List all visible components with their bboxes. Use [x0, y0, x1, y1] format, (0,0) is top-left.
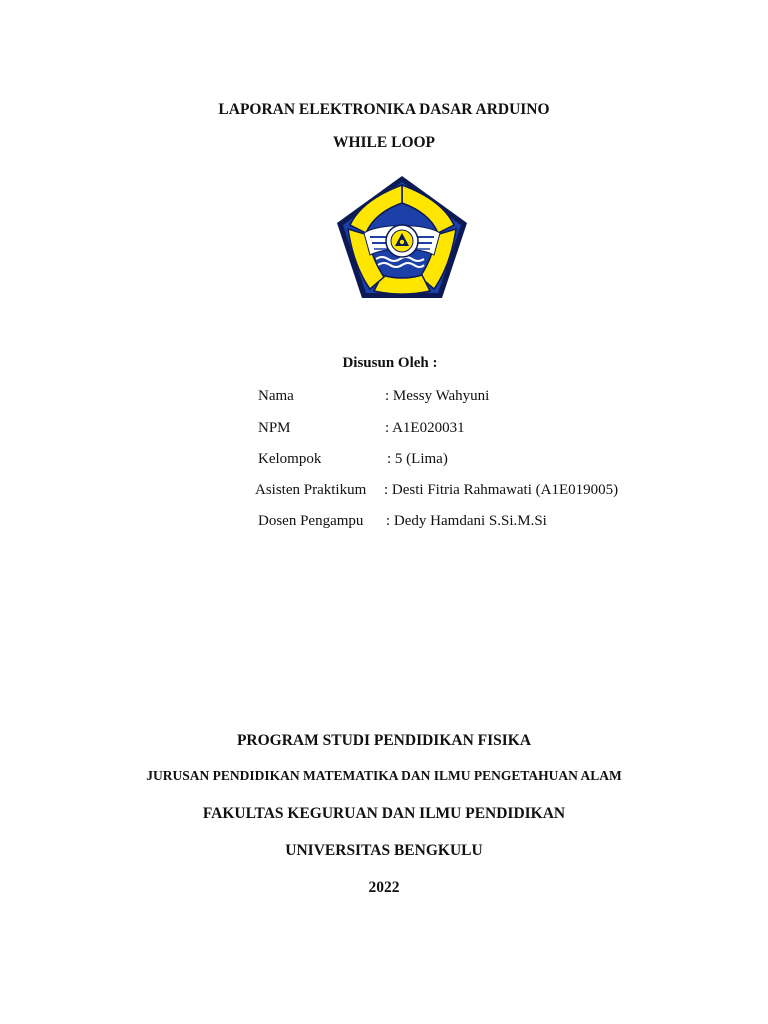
program-name: PROGRAM STUDI PENDIDIKAN FISIKA: [236, 732, 532, 749]
faculty-name: FAKULTAS KEGURUAN DAN ILMU PENDIDIKAN: [202, 805, 566, 822]
university-pentagon-seal-icon: [334, 173, 470, 301]
author-label: Nama: [258, 388, 294, 404]
author-label: Asisten Praktikum: [255, 482, 367, 498]
university-name: UNIVERSITAS BENGKULU: [285, 842, 483, 859]
department-name: JURUSAN PENDIDIKAN MATEMATIKA DAN ILMU PENGETAHUAN ALAM: [146, 768, 622, 783]
author-value: : Desti Fitria Rahmawati (A1E019005): [384, 482, 619, 498]
report-year: 2022: [368, 879, 400, 896]
author-label: Dosen Pengampu: [258, 513, 364, 529]
author-value: : Messy Wahyuni: [385, 388, 490, 404]
author-label: NPM: [258, 420, 291, 436]
author-heading: Disusun Oleh :: [342, 355, 438, 371]
report-subtitle: WHILE LOOP: [332, 134, 436, 151]
author-value: : A1E020031: [385, 420, 465, 436]
report-title: LAPORAN ELEKTRONIKA DASAR ARDUINO: [218, 101, 550, 118]
author-value: : 5 (Lima): [387, 451, 448, 467]
author-label: Kelompok: [258, 451, 322, 467]
author-value: : Dedy Hamdani S.Si.M.Si: [386, 513, 547, 529]
